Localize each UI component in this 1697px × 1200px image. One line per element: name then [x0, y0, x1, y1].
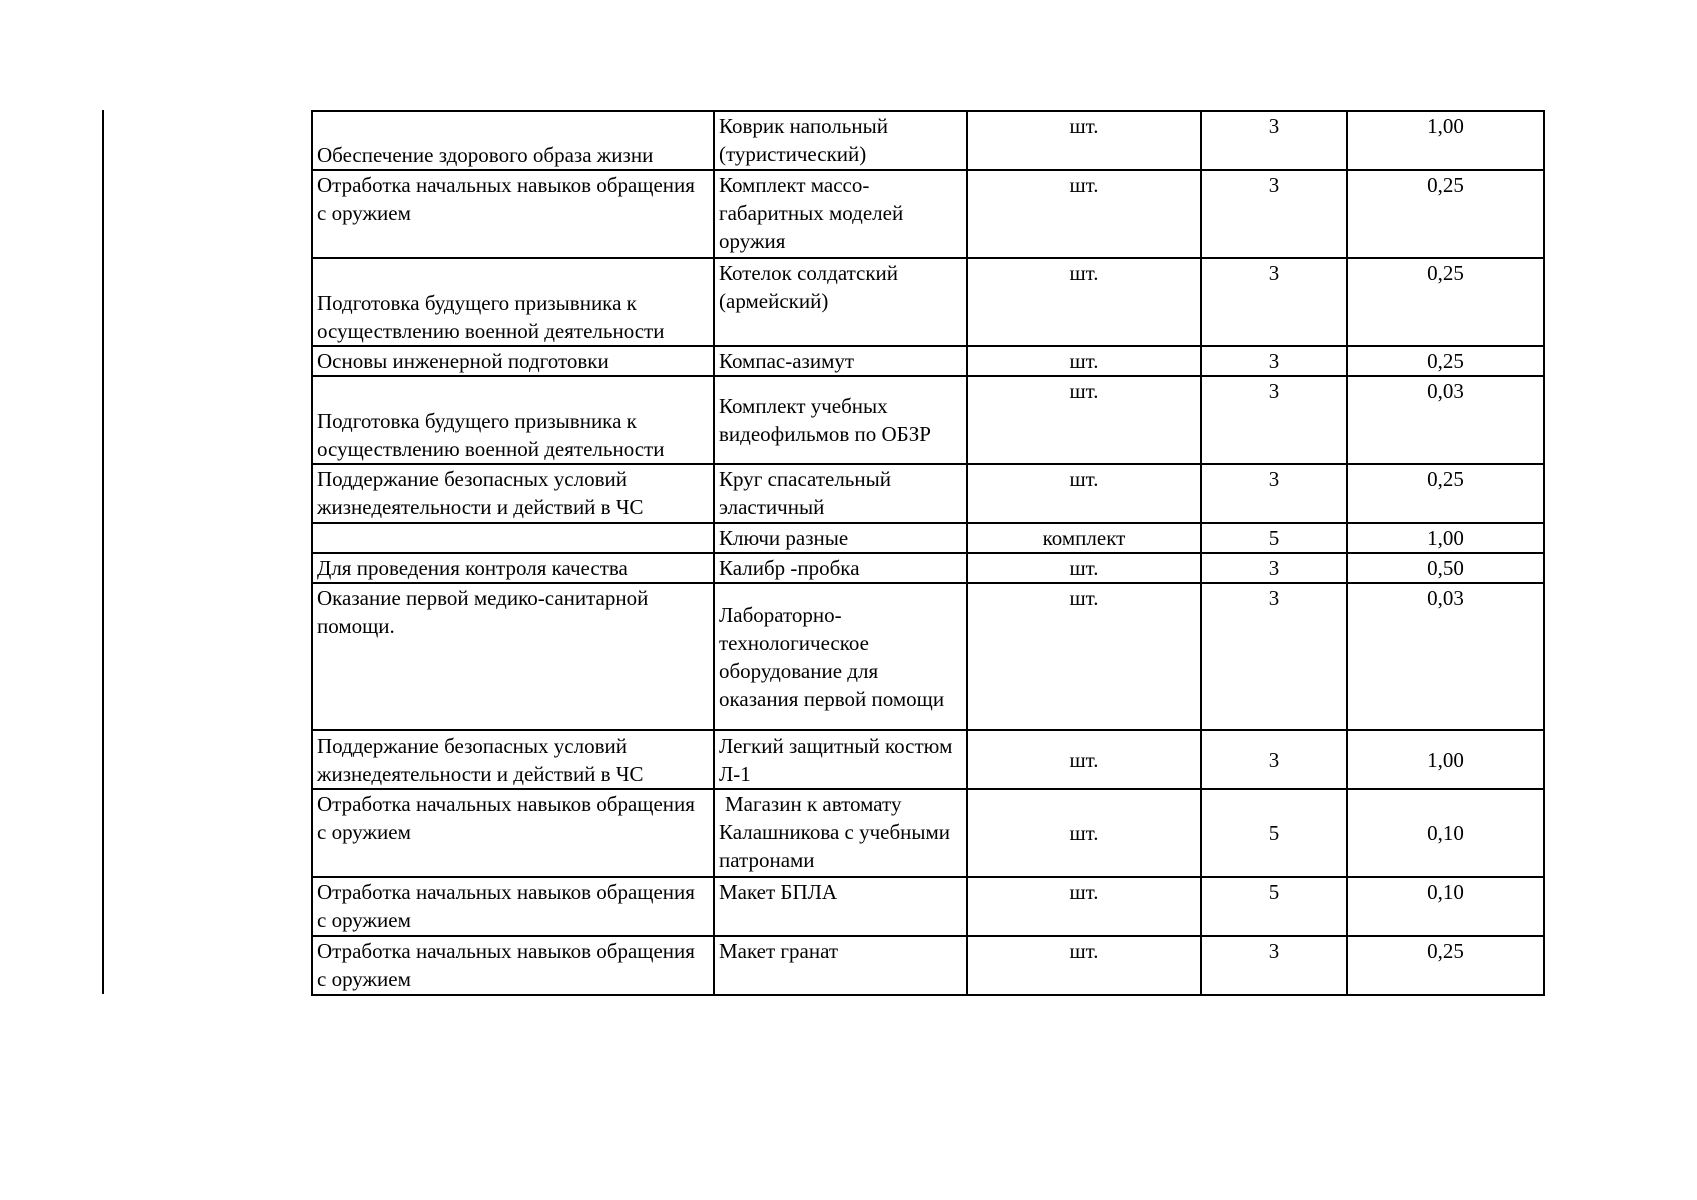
- quantity-cell: 3: [1201, 464, 1347, 523]
- purpose-cell: Поддержание безопасных условий жизнедеятельности и действий в ЧС: [312, 730, 714, 789]
- unit-cell: шт.: [967, 376, 1201, 464]
- unit-cell: шт.: [967, 258, 1201, 346]
- table-row: [312, 170, 1544, 258]
- purpose-cell: Отработка начальных навыков обращения с оружием: [312, 877, 714, 936]
- table-row: [312, 464, 1544, 523]
- coefficient-cell: 0,25: [1347, 936, 1544, 995]
- unit-cell: шт.: [967, 936, 1201, 995]
- item-name-cell: Легкий защитный костюм Л-1: [714, 730, 967, 789]
- unit-cell: шт.: [967, 583, 1201, 730]
- table-row: [312, 877, 1544, 936]
- unit-cell: шт.: [967, 877, 1201, 936]
- page-margin-rule: [102, 110, 104, 994]
- coefficient-cell: 0,25: [1347, 258, 1544, 346]
- item-name-cell: Ключи разные: [714, 523, 967, 553]
- coefficient-cell: 1,00: [1347, 730, 1544, 789]
- unit-cell: шт.: [967, 464, 1201, 523]
- table-row: [312, 258, 1544, 346]
- purpose-cell: Подготовка будущего призывника к осуществлению военной деятельности: [312, 258, 714, 346]
- quantity-cell: 3: [1201, 730, 1347, 789]
- unit-cell: шт.: [967, 346, 1201, 376]
- unit-cell: шт.: [967, 170, 1201, 258]
- purpose-cell: Отработка начальных навыков обращения с оружием: [312, 170, 714, 258]
- quantity-cell: 5: [1201, 789, 1347, 877]
- table-row: [312, 583, 1544, 730]
- coefficient-cell: 0,03: [1347, 583, 1544, 730]
- item-name-cell: Макет гранат: [714, 936, 967, 995]
- quantity-cell: 5: [1201, 877, 1347, 936]
- quantity-cell: 3: [1201, 553, 1347, 583]
- coefficient-cell: 0,10: [1347, 789, 1544, 877]
- table-row: [312, 789, 1544, 877]
- equipment-table: [311, 110, 1545, 996]
- purpose-cell: Поддержание безопасных условий жизнедеятельности и действий в ЧС: [312, 464, 714, 523]
- purpose-cell: [312, 523, 714, 553]
- quantity-cell: 3: [1201, 111, 1347, 170]
- item-name-cell: Котелок солдатский (армейский): [714, 258, 967, 346]
- coefficient-cell: 0,25: [1347, 346, 1544, 376]
- item-name-cell: Калибр -пробка: [714, 553, 967, 583]
- purpose-cell: Отработка начальных навыков обращения с оружием: [312, 936, 714, 995]
- table-row: [312, 523, 1544, 553]
- item-name-cell: [714, 789, 967, 877]
- unit-cell: шт.: [967, 730, 1201, 789]
- quantity-cell: 3: [1201, 376, 1347, 464]
- item-name-cell: Макет БПЛА: [714, 877, 967, 936]
- purpose-cell: Обеспечение здорового образа жизни: [312, 111, 714, 170]
- unit-cell: комплект: [967, 523, 1201, 553]
- purpose-cell: Основы инженерной подготовки: [312, 346, 714, 376]
- item-name-cell: Комплект учебных видеофильмов по ОБЗР: [714, 376, 967, 464]
- table-row: [312, 376, 1544, 464]
- unit-cell: шт.: [967, 111, 1201, 170]
- item-name-cell: Компас-азимут: [714, 346, 967, 376]
- purpose-cell: Подготовка будущего призывника к осуществлению военной деятельности: [312, 376, 714, 464]
- table-row: [312, 936, 1544, 995]
- quantity-cell: 5: [1201, 523, 1347, 553]
- purpose-cell: Для проведения контроля качества: [312, 553, 714, 583]
- purpose-cell: Отработка начальных навыков обращения с оружием: [312, 789, 714, 877]
- coefficient-cell: 0,03: [1347, 376, 1544, 464]
- table-row: [312, 111, 1544, 170]
- unit-cell: шт.: [967, 789, 1201, 877]
- coefficient-cell: 0,50: [1347, 553, 1544, 583]
- quantity-cell: 3: [1201, 346, 1347, 376]
- item-name-cell: Коврик напольный (туристический): [714, 111, 967, 170]
- quantity-cell: 3: [1201, 583, 1347, 730]
- item-name-cell: Круг спасательный эластичный: [714, 464, 967, 523]
- table-row: [312, 553, 1544, 583]
- table-row: [312, 730, 1544, 789]
- coefficient-cell: 1,00: [1347, 111, 1544, 170]
- coefficient-cell: 0,25: [1347, 170, 1544, 258]
- quantity-cell: 3: [1201, 936, 1347, 995]
- purpose-cell: Оказание первой медико-санитарной помощи.: [312, 583, 714, 730]
- quantity-cell: 3: [1201, 258, 1347, 346]
- table-row: [312, 346, 1544, 376]
- item-name-cell: Комплект массо-габаритных моделей оружия: [714, 170, 967, 258]
- item-name-text: Магазин к автомату Калашникова с учебными патронами: [719, 792, 951, 872]
- quantity-cell: 3: [1201, 170, 1347, 258]
- coefficient-cell: 0,25: [1347, 464, 1544, 523]
- coefficient-cell: 0,10: [1347, 877, 1544, 936]
- coefficient-cell: 1,00: [1347, 523, 1544, 553]
- item-name-cell: Лабораторно-технологическое оборудование для оказания первой помощи: [714, 583, 967, 730]
- unit-cell: шт.: [967, 553, 1201, 583]
